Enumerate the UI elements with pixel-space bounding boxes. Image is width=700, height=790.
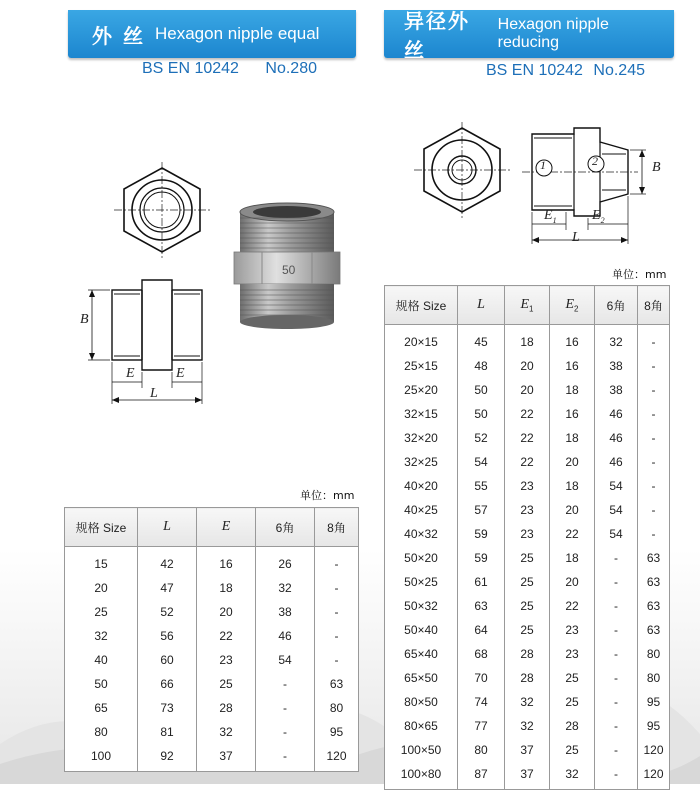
- left-cell: -: [315, 600, 359, 624]
- right-cell: 40×25: [385, 498, 458, 522]
- header-hex8: 8角: [315, 508, 359, 547]
- right-table-row: [385, 690, 670, 714]
- right-cell: -: [638, 426, 670, 450]
- right-title-cn: 异径外丝: [404, 9, 470, 62]
- left-table-row: [65, 720, 359, 744]
- left-cell: 22: [197, 624, 256, 648]
- right-cell: 32: [595, 325, 638, 355]
- right-cell: 37: [505, 762, 550, 790]
- right-cell: 59: [458, 546, 505, 570]
- right-title-banner: [384, 9, 674, 62]
- left-table-row: [65, 648, 359, 672]
- right-cell: -: [638, 522, 670, 546]
- right-cell: 54: [458, 450, 505, 474]
- right-cell: 45: [458, 325, 505, 355]
- left-cell: -: [256, 672, 315, 696]
- right-cell: 54: [595, 474, 638, 498]
- right-table-row: [385, 474, 670, 498]
- right-label-E2: $E_2$: [592, 208, 605, 225]
- right-hex-end-view: [412, 120, 512, 220]
- right-spec-table: [384, 285, 670, 790]
- left-cell: 32: [256, 576, 315, 600]
- left-cell: 37: [197, 744, 256, 772]
- right-table-row: [385, 594, 670, 618]
- left-cell: 28: [197, 696, 256, 720]
- right-cell: 23: [505, 498, 550, 522]
- right-cell: 20: [505, 378, 550, 402]
- right-cell: 59: [458, 522, 505, 546]
- left-cell: 20: [197, 600, 256, 624]
- left-cell: -: [315, 547, 359, 577]
- left-number: No.280: [265, 60, 317, 77]
- right-label-L: L: [572, 230, 580, 245]
- right-cell: -: [595, 666, 638, 690]
- right-table-header-row: [385, 286, 670, 325]
- right-cell: 77: [458, 714, 505, 738]
- left-cell: 65: [65, 696, 138, 720]
- right-cell: 25: [505, 594, 550, 618]
- right-table-row: [385, 498, 670, 522]
- right-cell: 25: [505, 570, 550, 594]
- right-cell: -: [595, 690, 638, 714]
- right-table-row: [385, 570, 670, 594]
- right-cell: 20×15: [385, 325, 458, 355]
- hex-nipple-photo: [232, 202, 342, 332]
- left-cell: 66: [138, 672, 197, 696]
- left-label-L: L: [150, 386, 158, 401]
- right-cell: 32×20: [385, 426, 458, 450]
- right-table-row: [385, 546, 670, 570]
- right-cell: 23: [505, 522, 550, 546]
- left-cell: 63: [315, 672, 359, 696]
- right-cell: 32: [550, 762, 595, 790]
- right-cell: 120: [638, 738, 670, 762]
- right-cell: 63: [638, 546, 670, 570]
- right-cell: 50×20: [385, 546, 458, 570]
- left-table-row: [65, 624, 359, 648]
- right-cell: 80: [638, 666, 670, 690]
- left-cell: 56: [138, 624, 197, 648]
- right-cell: 55: [458, 474, 505, 498]
- right-cell: 40×20: [385, 474, 458, 498]
- right-cell: 120: [638, 762, 670, 790]
- right-cell: -: [638, 474, 670, 498]
- left-cell: 42: [138, 547, 197, 577]
- right-cell: 20: [550, 498, 595, 522]
- right-cell: 50: [458, 402, 505, 426]
- right-table-row: [385, 325, 670, 355]
- right-table-row: [385, 450, 670, 474]
- right-number: No.245: [593, 62, 645, 79]
- right-table-row: [385, 378, 670, 402]
- right-cell: -: [595, 642, 638, 666]
- left-cell: 38: [256, 600, 315, 624]
- right-cell: 50×32: [385, 594, 458, 618]
- left-hex-end-view: [112, 160, 212, 260]
- right-standard-line: [486, 62, 645, 80]
- left-table-row: [65, 576, 359, 600]
- left-cell: 47: [138, 576, 197, 600]
- left-cell: 18: [197, 576, 256, 600]
- right-circle-2: 2: [592, 154, 598, 168]
- right-cell: 63: [638, 618, 670, 642]
- left-cell: 25: [197, 672, 256, 696]
- right-cell: -: [595, 594, 638, 618]
- right-cell: -: [638, 325, 670, 355]
- right-cell: 18: [550, 378, 595, 402]
- right-cell: 46: [595, 402, 638, 426]
- right-table-row: [385, 642, 670, 666]
- right-cell: 95: [638, 714, 670, 738]
- left-table-row: [65, 600, 359, 624]
- right-cell: -: [595, 546, 638, 570]
- right-cell: 38: [595, 354, 638, 378]
- right-table-row: [385, 354, 670, 378]
- right-table-row: [385, 666, 670, 690]
- left-cell: -: [256, 720, 315, 744]
- left-cell: 52: [138, 600, 197, 624]
- right-cell: 50: [458, 378, 505, 402]
- right-cell: 25: [550, 738, 595, 762]
- right-cell: 32: [505, 690, 550, 714]
- header-hex8: 8角: [638, 286, 670, 325]
- right-cell: 16: [550, 402, 595, 426]
- right-cell: 50×25: [385, 570, 458, 594]
- right-cell: 37: [505, 738, 550, 762]
- left-cell: -: [256, 696, 315, 720]
- header-size: 规格 Size: [385, 286, 458, 325]
- left-cell: 46: [256, 624, 315, 648]
- right-cell: 65×40: [385, 642, 458, 666]
- right-cell: 18: [550, 426, 595, 450]
- right-cell: 87: [458, 762, 505, 790]
- right-cell: 23: [550, 642, 595, 666]
- right-cell: -: [638, 450, 670, 474]
- left-spec-table: [64, 507, 359, 772]
- left-table-row: [65, 547, 359, 577]
- right-cell: 52: [458, 426, 505, 450]
- right-table-row: [385, 402, 670, 426]
- right-table-row: [385, 426, 670, 450]
- left-cell: 25: [65, 600, 138, 624]
- left-unit-label: 单位：mm: [300, 489, 355, 502]
- right-cell: 74: [458, 690, 505, 714]
- right-cell: -: [638, 498, 670, 522]
- left-side-view-drawing: [80, 270, 210, 410]
- right-cell: 32: [505, 714, 550, 738]
- right-cell: -: [595, 762, 638, 790]
- header-E: E: [197, 508, 256, 547]
- right-cell: -: [638, 402, 670, 426]
- right-cell: 22: [505, 450, 550, 474]
- left-cell: -: [315, 624, 359, 648]
- left-table-row: [65, 672, 359, 696]
- left-cell: 26: [256, 547, 315, 577]
- right-circle-1: 1: [540, 158, 546, 172]
- left-cell: 16: [197, 547, 256, 577]
- right-cell: 22: [550, 594, 595, 618]
- right-cell: 22: [505, 426, 550, 450]
- left-cell: 120: [315, 744, 359, 772]
- header-E2: $E_2$: [550, 286, 595, 325]
- right-cell: 95: [638, 690, 670, 714]
- header-E1: $E_1$: [505, 286, 550, 325]
- right-standard: BS EN 10242: [486, 62, 583, 79]
- left-cell: 95: [315, 720, 359, 744]
- right-cell: 32×15: [385, 402, 458, 426]
- left-cell: 23: [197, 648, 256, 672]
- right-cell: 70: [458, 666, 505, 690]
- left-title-cn: 外 丝: [92, 23, 145, 48]
- right-cell: 40×32: [385, 522, 458, 546]
- right-cell: 38: [595, 378, 638, 402]
- right-cell: 18: [550, 546, 595, 570]
- left-cell: -: [315, 576, 359, 600]
- right-cell: 25: [505, 618, 550, 642]
- header-L: L: [458, 286, 505, 325]
- right-table-row: [385, 738, 670, 762]
- right-cell: 20: [550, 570, 595, 594]
- right-cell: 20: [550, 450, 595, 474]
- right-cell: 54: [595, 522, 638, 546]
- left-cell: -: [256, 744, 315, 772]
- right-cell: 28: [505, 642, 550, 666]
- right-cell: 25×20: [385, 378, 458, 402]
- header-size: 规格 Size: [65, 508, 138, 547]
- right-cell: -: [595, 618, 638, 642]
- right-cell: 80×50: [385, 690, 458, 714]
- fitting-mark: 50: [282, 263, 296, 277]
- left-cell: 92: [138, 744, 197, 772]
- left-cell: 15: [65, 547, 138, 577]
- right-cell: 80: [638, 642, 670, 666]
- left-cell: 100: [65, 744, 138, 772]
- right-label-E1: $E_1$: [544, 208, 557, 225]
- right-cell: 22: [550, 522, 595, 546]
- right-cell: 54: [595, 498, 638, 522]
- left-cell: 50: [65, 672, 138, 696]
- left-cell: 81: [138, 720, 197, 744]
- left-title-en: Hexagon nipple equal: [154, 24, 320, 43]
- left-table-header-row: [65, 508, 359, 547]
- right-cell: 48: [458, 354, 505, 378]
- right-cell: 65×50: [385, 666, 458, 690]
- right-cell: 16: [550, 354, 595, 378]
- right-cell: 100×80: [385, 762, 458, 790]
- right-cell: 25: [505, 546, 550, 570]
- right-cell: 18: [550, 474, 595, 498]
- left-standard-line: [142, 60, 317, 78]
- right-cell: 100×50: [385, 738, 458, 762]
- right-cell: 23: [550, 618, 595, 642]
- left-cell: 80: [65, 720, 138, 744]
- right-cell: 25×15: [385, 354, 458, 378]
- right-cell: 57: [458, 498, 505, 522]
- right-cell: 23: [505, 474, 550, 498]
- right-cell: 18: [505, 325, 550, 355]
- right-table-row: [385, 618, 670, 642]
- left-cell: 73: [138, 696, 197, 720]
- left-cell: 20: [65, 576, 138, 600]
- left-cell: -: [315, 648, 359, 672]
- left-cell: 40: [65, 648, 138, 672]
- left-standard: BS EN 10242: [142, 60, 239, 77]
- right-cell: -: [638, 354, 670, 378]
- left-cell: 80: [315, 696, 359, 720]
- right-cell: 16: [550, 325, 595, 355]
- right-title-en: Hexagon nipple reducing: [497, 16, 609, 51]
- right-table-row: [385, 762, 670, 790]
- left-title-banner: [68, 10, 356, 58]
- left-cell: 32: [197, 720, 256, 744]
- left-label-B: B: [80, 312, 89, 327]
- left-cell: 32: [65, 624, 138, 648]
- left-table-row: [65, 696, 359, 720]
- right-cell: 32×25: [385, 450, 458, 474]
- right-cell: 64: [458, 618, 505, 642]
- right-cell: 28: [505, 666, 550, 690]
- right-cell: -: [595, 714, 638, 738]
- left-label-E1: E: [126, 366, 135, 381]
- left-table-row: [65, 744, 359, 772]
- right-cell: 20: [505, 354, 550, 378]
- right-cell: 63: [638, 594, 670, 618]
- right-unit-label: 单位：mm: [612, 268, 667, 281]
- right-cell: 28: [550, 714, 595, 738]
- right-cell: 63: [638, 570, 670, 594]
- right-cell: 68: [458, 642, 505, 666]
- right-cell: 46: [595, 450, 638, 474]
- right-cell: 46: [595, 426, 638, 450]
- right-label-B: B: [652, 160, 661, 175]
- header-hex6: 6角: [256, 508, 315, 547]
- right-table-row: [385, 522, 670, 546]
- right-cell: 63: [458, 594, 505, 618]
- left-cell: 60: [138, 648, 197, 672]
- right-cell: 22: [505, 402, 550, 426]
- right-cell: 61: [458, 570, 505, 594]
- left-cell: 54: [256, 648, 315, 672]
- right-cell: -: [595, 570, 638, 594]
- left-label-E2: E: [176, 366, 185, 381]
- header-hex6: 6角: [595, 286, 638, 325]
- right-cell: 80×65: [385, 714, 458, 738]
- right-cell: 25: [550, 666, 595, 690]
- right-cell: 25: [550, 690, 595, 714]
- right-cell: 50×40: [385, 618, 458, 642]
- header-L: L: [138, 508, 197, 547]
- right-cell: -: [595, 738, 638, 762]
- right-table-row: [385, 714, 670, 738]
- right-side-view-drawing: [518, 120, 658, 250]
- right-cell: 80: [458, 738, 505, 762]
- right-cell: -: [638, 378, 670, 402]
